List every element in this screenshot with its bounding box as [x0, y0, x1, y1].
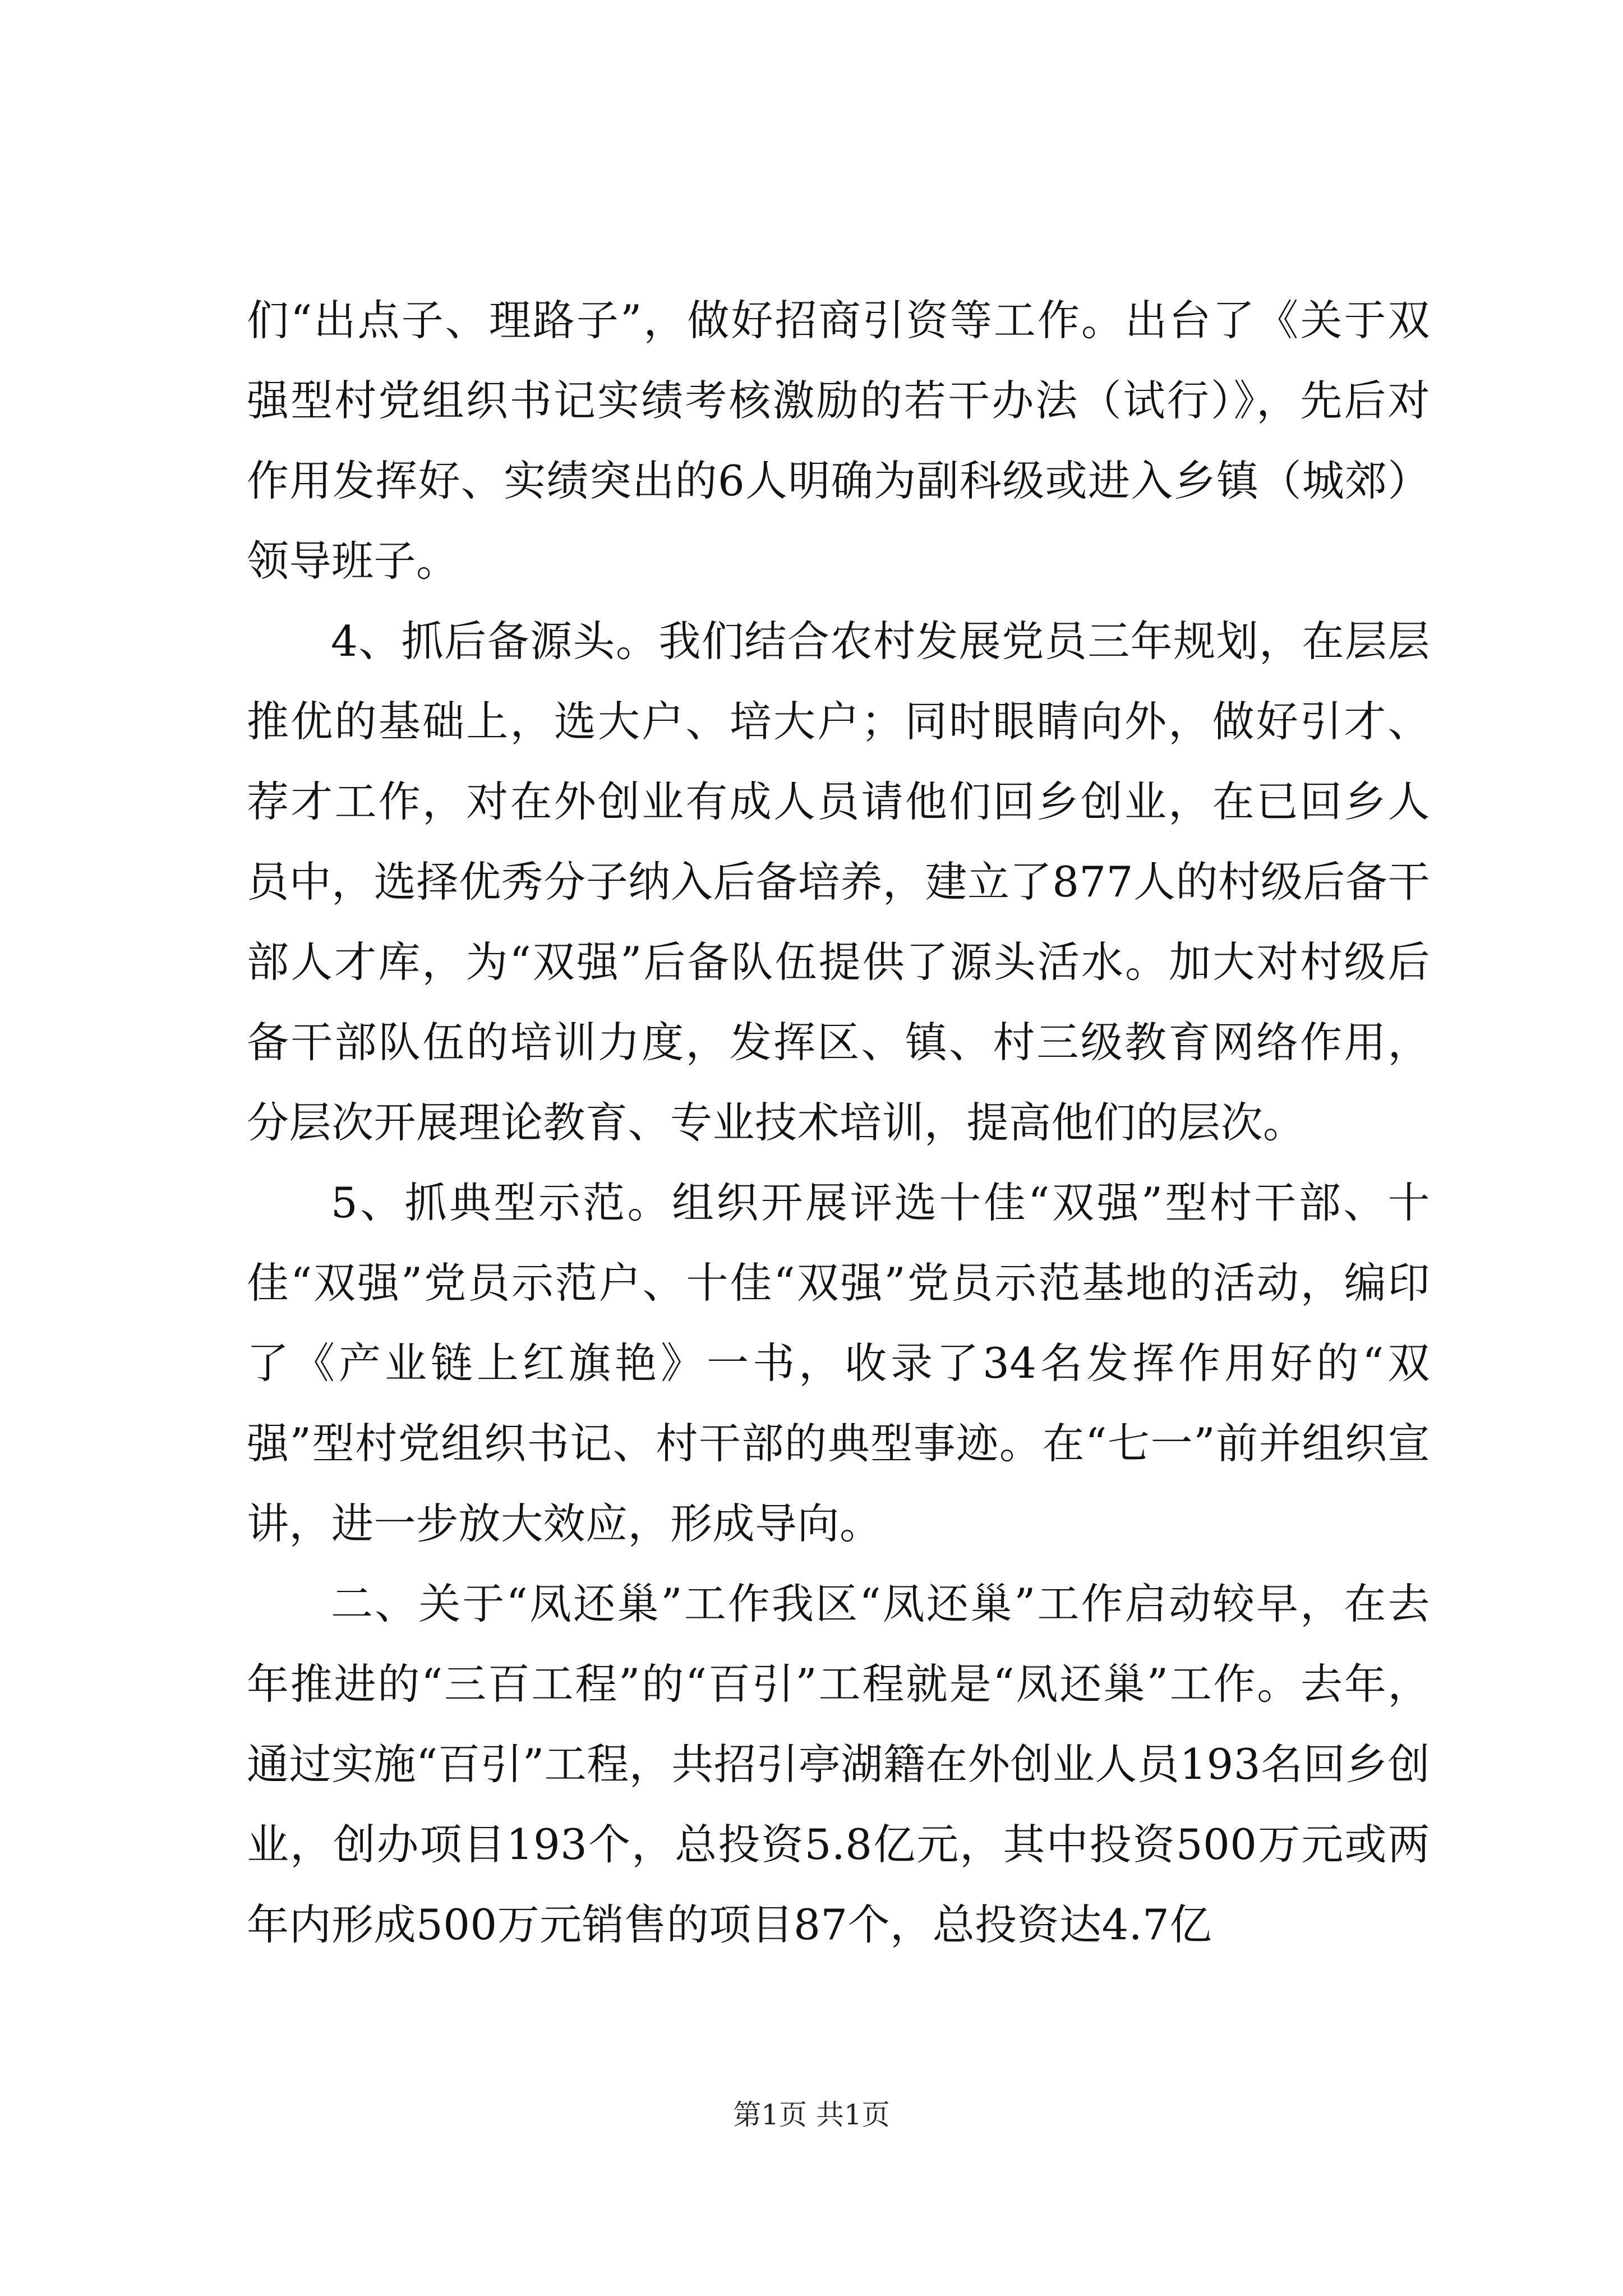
paragraph-4: 二、关于“凤还巢”工作我区“凤还巢”工作启动较早，在去年推进的“三百工程”的“百引”工程就是“凤还巢”工作。去年，通过实施“百引”工程，共招引亭湖籍在外创业人员193名回乡创业，创办项目193个，总投资5.8亿元，其中投资500万元或两年内形成500万元销售的项目87个，总投资达4.7亿: [247, 1579, 1430, 1949]
paragraph-2: 4、抓后备源头。我们结合农村发展党员三年规划，在层层推优的基础上，选大户、培大户；同时眼睛向外，做好引才、荐才工作，对在外创业有成人员请他们回乡创业，在已回乡人员中，选择优秀分子纳入后备培养，建立了877人的村级后备干部人才库，为“双强”后备队伍提供了源头活水。加大对村级后备干部队伍的培训力度，发挥区、镇、村三级教育网络作用，分层次开展理论教育、专业技术培训，提高他们的层次。: [247, 616, 1430, 1147]
page-footer: 第1页 共1页: [733, 2099, 890, 2131]
document-body: [247, 280, 1430, 1965]
paragraph-3: 5、抓典型示范。组织开展评选十佳“双强”型村干部、十佳“双强”党员示范户、十佳“双强”党员示范基地的活动，编印了《产业链上红旗艳》一书，收录了34名发挥作用好的“双强”型村党组织书记、村干部的典型事迹。在“七一”前并组织宣讲，进一步放大效应，形成导向。: [247, 1178, 1430, 1548]
paragraph-1: 们“出点子、理路子”，做好招商引资等工作。出台了《关于双强型村党组织书记实绩考核激励的若干办法（试行）》，先后对作用发挥好、实绩突出的6人明确为副科级或进入乡镇（城郊）领导班子。: [247, 296, 1430, 586]
